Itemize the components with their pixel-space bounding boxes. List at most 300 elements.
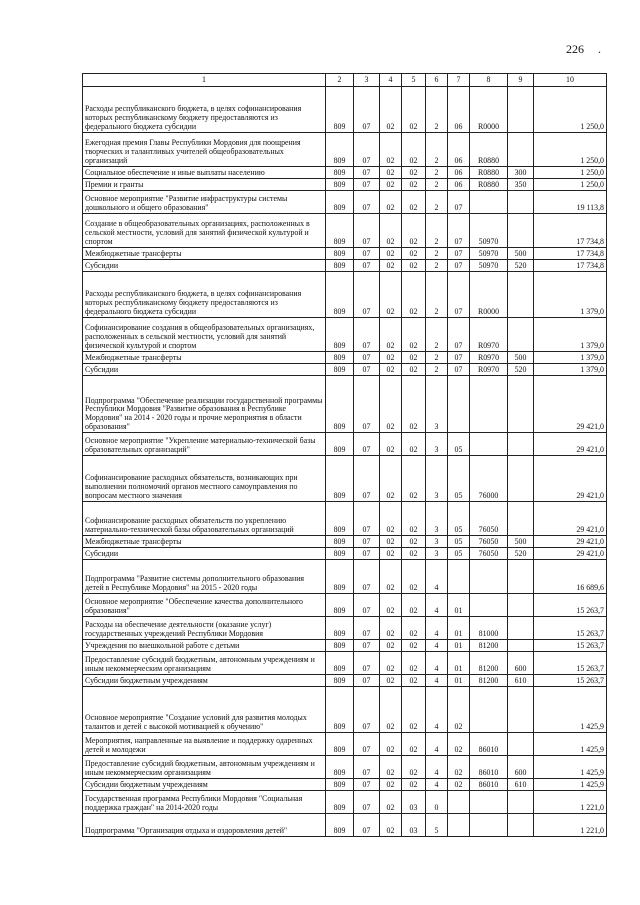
table-row xyxy=(83,272,607,318)
row-name: Предоставление субсидий бюджетным, автономным учреждениям и иным некоммерческим организациям xyxy=(83,756,326,779)
row-code: 07 xyxy=(354,594,380,617)
row-amount: 29 421,0 xyxy=(534,376,607,433)
row-code: 07 xyxy=(354,87,380,133)
row-code: 02 xyxy=(380,260,402,272)
page-number: 226 xyxy=(566,42,584,56)
table-body xyxy=(83,87,607,837)
row-code: 3 xyxy=(426,376,448,433)
row-code: 809 xyxy=(326,536,354,548)
row-code: 610 xyxy=(508,779,534,791)
row-code: R0880 xyxy=(470,133,508,167)
row-name: Субсидии бюджетным учреждениям xyxy=(83,779,326,791)
row-amount: 1 425,9 xyxy=(534,779,607,791)
row-code: 02 xyxy=(380,433,402,456)
table-row xyxy=(83,456,607,502)
row-code xyxy=(508,617,534,640)
row-code: 07 xyxy=(354,376,380,433)
row-code: 4 xyxy=(426,675,448,687)
row-code: 809 xyxy=(326,214,354,248)
row-code: 02 xyxy=(380,248,402,260)
row-code: 809 xyxy=(326,456,354,502)
row-code: 07 xyxy=(354,191,380,214)
row-code: 50970 xyxy=(470,260,508,272)
row-name: Мероприятия, направленные на выявление и поддержку одаренных детей и молодежи xyxy=(83,733,326,756)
table-row xyxy=(83,133,607,167)
row-code: 02 xyxy=(402,318,426,352)
row-code: 01 xyxy=(448,652,470,675)
row-code: 02 xyxy=(380,548,402,560)
row-code: 02 xyxy=(402,364,426,376)
row-code: 07 xyxy=(448,352,470,364)
row-code: 02 xyxy=(448,779,470,791)
row-code: 809 xyxy=(326,248,354,260)
table-row xyxy=(83,376,607,433)
row-name: Расходы республиканского бюджета, в целях софинансирования которых республиканскому бюджету предоставляются из федерального бюджета субсидии xyxy=(83,272,326,318)
row-amount: 29 421,0 xyxy=(534,502,607,536)
col-header: 3 xyxy=(354,74,380,87)
row-code: 2 xyxy=(426,214,448,248)
row-code: 809 xyxy=(326,594,354,617)
row-code: 809 xyxy=(326,814,354,837)
row-name: Софинансирование расходных обязательств по укреплению материально-технической базы образовательных организаций xyxy=(83,502,326,536)
table-row xyxy=(83,687,607,733)
table-row xyxy=(83,594,607,617)
row-code: 809 xyxy=(326,133,354,167)
row-code: 3 xyxy=(426,456,448,502)
row-code: 02 xyxy=(380,272,402,318)
row-code: 76000 xyxy=(470,456,508,502)
row-code: 4 xyxy=(426,756,448,779)
row-code: 02 xyxy=(380,675,402,687)
row-code: 3 xyxy=(426,536,448,548)
row-code: 2 xyxy=(426,167,448,179)
row-code: 07 xyxy=(354,179,380,191)
row-code xyxy=(508,272,534,318)
table-row xyxy=(83,260,607,272)
row-code xyxy=(508,687,534,733)
row-code: 81200 xyxy=(470,675,508,687)
row-code: 600 xyxy=(508,756,534,779)
row-code: 07 xyxy=(354,617,380,640)
row-code: 02 xyxy=(402,260,426,272)
row-code: 809 xyxy=(326,260,354,272)
row-code xyxy=(508,456,534,502)
row-code: 07 xyxy=(354,756,380,779)
row-code xyxy=(470,560,508,594)
row-name: Подпрограмма "Организация отдыха и оздоровления детей" xyxy=(83,814,326,837)
table-row xyxy=(83,640,607,652)
row-code: 02 xyxy=(380,133,402,167)
row-amount: 15 263,7 xyxy=(534,617,607,640)
row-code: 07 xyxy=(354,652,380,675)
row-code: 02 xyxy=(402,167,426,179)
row-code: 02 xyxy=(380,502,402,536)
row-code: 01 xyxy=(448,617,470,640)
col-header: 4 xyxy=(380,74,402,87)
row-code: 02 xyxy=(380,191,402,214)
row-code: 0 xyxy=(426,791,448,814)
budget-table xyxy=(82,73,607,837)
row-code: 4 xyxy=(426,733,448,756)
row-code: 520 xyxy=(508,364,534,376)
row-code xyxy=(508,318,534,352)
row-code xyxy=(508,191,534,214)
col-header: 8 xyxy=(470,74,508,87)
row-name: Расходы на обеспечение деятельности (оказание услуг) государственных учреждений Республики Мордовия xyxy=(83,617,326,640)
row-name: Подпрограмма "Развитие системы дополнительного образования детей в Республике Мордовия" на 2015 - 2020 годы xyxy=(83,560,326,594)
row-code: 07 xyxy=(354,791,380,814)
row-name: Подпрограмма "Обеспечение реализации государственной программы Республики Мордовия "Развитие образования в Республике Мордовия" на 2014 - 2020 годы и прочие мероприятия в области образования" xyxy=(83,376,326,433)
row-code: 86010 xyxy=(470,779,508,791)
row-code: 809 xyxy=(326,640,354,652)
row-code: 07 xyxy=(354,433,380,456)
row-code: 07 xyxy=(448,248,470,260)
col-header: 2 xyxy=(326,74,354,87)
row-code: 02 xyxy=(380,687,402,733)
row-code: 2 xyxy=(426,191,448,214)
row-name: Субсидии xyxy=(83,260,326,272)
row-code: 809 xyxy=(326,756,354,779)
table-row xyxy=(83,179,607,191)
row-code: R0880 xyxy=(470,167,508,179)
row-code: 02 xyxy=(402,133,426,167)
row-name: Субсидии xyxy=(83,364,326,376)
row-name: Государственная программа Республики Мордовия "Социальная поддержка граждан" на 2014-2020 годы xyxy=(83,791,326,814)
row-code: 06 xyxy=(448,87,470,133)
row-code xyxy=(470,814,508,837)
row-code: 81000 xyxy=(470,617,508,640)
col-header: 9 xyxy=(508,74,534,87)
row-code: 520 xyxy=(508,548,534,560)
row-code xyxy=(448,560,470,594)
row-amount: 15 263,7 xyxy=(534,675,607,687)
table-row xyxy=(83,779,607,791)
row-code: 02 xyxy=(380,179,402,191)
row-code: 07 xyxy=(448,318,470,352)
row-amount: 15 263,7 xyxy=(534,594,607,617)
row-code: 07 xyxy=(354,272,380,318)
row-amount: 1 250,0 xyxy=(534,87,607,133)
row-code: 02 xyxy=(402,675,426,687)
row-code: 809 xyxy=(326,318,354,352)
row-code: 2 xyxy=(426,364,448,376)
row-code xyxy=(470,791,508,814)
row-code: 06 xyxy=(448,179,470,191)
row-code: 02 xyxy=(380,560,402,594)
row-name: Учреждения по внешкольной работе с детьми xyxy=(83,640,326,652)
row-code xyxy=(448,791,470,814)
row-code: 02 xyxy=(380,376,402,433)
row-name: Основное мероприятие "Создание условий для развития молодых талантов и детей с высокой мотивацией к обучению" xyxy=(83,687,326,733)
table-row xyxy=(83,364,607,376)
row-amount: 17 734,8 xyxy=(534,260,607,272)
row-code: R0000 xyxy=(470,272,508,318)
row-amount: 29 421,0 xyxy=(534,536,607,548)
table-row xyxy=(83,791,607,814)
col-header: 7 xyxy=(448,74,470,87)
table-row xyxy=(83,756,607,779)
row-name: Основное мероприятие "Укрепление материально-технической базы образовательных организаций" xyxy=(83,433,326,456)
row-code: 01 xyxy=(448,675,470,687)
row-amount: 1 250,0 xyxy=(534,133,607,167)
row-code: 02 xyxy=(402,191,426,214)
row-code: 07 xyxy=(354,456,380,502)
row-amount: 1 250,0 xyxy=(534,179,607,191)
header-row xyxy=(83,74,607,87)
row-code: 86010 xyxy=(470,756,508,779)
row-code: 02 xyxy=(448,687,470,733)
row-code xyxy=(508,87,534,133)
row-amount: 17 734,8 xyxy=(534,248,607,260)
row-code xyxy=(508,814,534,837)
row-code: 03 xyxy=(402,814,426,837)
row-amount: 29 421,0 xyxy=(534,548,607,560)
row-code xyxy=(508,560,534,594)
row-code: 809 xyxy=(326,167,354,179)
row-code: 809 xyxy=(326,502,354,536)
table-row xyxy=(83,617,607,640)
row-code: 4 xyxy=(426,652,448,675)
row-code: 02 xyxy=(380,456,402,502)
row-amount: 1 379,0 xyxy=(534,318,607,352)
row-code: 4 xyxy=(426,687,448,733)
row-name: Субсидии xyxy=(83,548,326,560)
row-code: 02 xyxy=(380,814,402,837)
row-code: 01 xyxy=(448,640,470,652)
row-code: 07 xyxy=(354,214,380,248)
row-code: R0880 xyxy=(470,179,508,191)
row-code: 07 xyxy=(448,214,470,248)
row-code: 4 xyxy=(426,617,448,640)
row-code: 50970 xyxy=(470,214,508,248)
row-code: R0970 xyxy=(470,352,508,364)
row-amount: 16 689,6 xyxy=(534,560,607,594)
row-code: 07 xyxy=(354,779,380,791)
row-code: 5 xyxy=(426,814,448,837)
row-code: 02 xyxy=(402,560,426,594)
row-code: R0970 xyxy=(470,364,508,376)
row-code: 07 xyxy=(354,502,380,536)
row-code: 300 xyxy=(508,167,534,179)
row-code: 4 xyxy=(426,594,448,617)
row-name: Ежегодная премия Главы Республики Мордовия для поощрения творческих и талантливых учителей общеобразовательных организаций xyxy=(83,133,326,167)
row-amount: 1 425,9 xyxy=(534,733,607,756)
row-code: 76050 xyxy=(470,548,508,560)
row-code xyxy=(508,502,534,536)
row-code: 2 xyxy=(426,248,448,260)
row-code: 4 xyxy=(426,779,448,791)
row-code: 809 xyxy=(326,272,354,318)
row-amount: 1 379,0 xyxy=(534,352,607,364)
row-code: 07 xyxy=(354,167,380,179)
row-code: 02 xyxy=(380,779,402,791)
col-header: 5 xyxy=(402,74,426,87)
table-row xyxy=(83,167,607,179)
row-code: 05 xyxy=(448,536,470,548)
row-code: 809 xyxy=(326,191,354,214)
row-code: 02 xyxy=(402,352,426,364)
row-code xyxy=(508,640,534,652)
row-code xyxy=(508,733,534,756)
table-row xyxy=(83,433,607,456)
row-code: 02 xyxy=(402,756,426,779)
row-code: 3 xyxy=(426,433,448,456)
row-name: Основное мероприятие "Обеспечение качества дополнительного образования" xyxy=(83,594,326,617)
row-amount: 1 425,9 xyxy=(534,756,607,779)
row-code: 02 xyxy=(448,756,470,779)
col-header: 1 xyxy=(83,74,326,87)
row-name: Межбюджетные трансферты xyxy=(83,536,326,548)
row-code: 76050 xyxy=(470,536,508,548)
row-amount: 1 221,0 xyxy=(534,814,607,837)
row-amount: 15 263,7 xyxy=(534,652,607,675)
table-row xyxy=(83,318,607,352)
row-name: Создание в общеобразовательных организациях, расположенных в сельской местности, условий для занятий физической культурой и спортом xyxy=(83,214,326,248)
row-code: 02 xyxy=(380,214,402,248)
row-code: 07 xyxy=(354,814,380,837)
row-code: 2 xyxy=(426,133,448,167)
row-code: 809 xyxy=(326,376,354,433)
row-name: Софинансирование создания в общеобразовательных организациях, расположенных в сельской местности, условий для занятий физической культурой и спортом xyxy=(83,318,326,352)
row-code: 809 xyxy=(326,791,354,814)
row-code: 02 xyxy=(402,272,426,318)
row-code: 610 xyxy=(508,675,534,687)
row-code: 809 xyxy=(326,733,354,756)
row-name: Софинансирование расходных обязательств, возникающих при выполнении полномочий органов местного самоуправления по вопросам местного значения xyxy=(83,456,326,502)
row-code: 50970 xyxy=(470,248,508,260)
row-code: 07 xyxy=(354,260,380,272)
row-code: 520 xyxy=(508,260,534,272)
row-code: 4 xyxy=(426,640,448,652)
table-row xyxy=(83,814,607,837)
row-name: Премии и гранты xyxy=(83,179,326,191)
row-code xyxy=(508,594,534,617)
table-row xyxy=(83,733,607,756)
row-code: 07 xyxy=(448,191,470,214)
row-code: 809 xyxy=(326,675,354,687)
row-amount: 1 379,0 xyxy=(534,272,607,318)
row-code: 02 xyxy=(402,248,426,260)
row-code: 07 xyxy=(354,248,380,260)
row-code: 06 xyxy=(448,133,470,167)
table-row xyxy=(83,87,607,133)
row-code: 86010 xyxy=(470,733,508,756)
row-code: 809 xyxy=(326,179,354,191)
row-code: 02 xyxy=(402,536,426,548)
row-code: 02 xyxy=(402,687,426,733)
row-amount: 1 221,0 xyxy=(534,791,607,814)
table-row xyxy=(83,548,607,560)
row-code: 02 xyxy=(380,733,402,756)
row-code: 2 xyxy=(426,87,448,133)
row-amount: 19 113,8 xyxy=(534,191,607,214)
row-name: Предоставление субсидий бюджетным, автономным учреждениям и иным некоммерческим организациям xyxy=(83,652,326,675)
row-code: 809 xyxy=(326,352,354,364)
row-name: Субсидии бюджетным учреждениям xyxy=(83,675,326,687)
row-code: 05 xyxy=(448,502,470,536)
row-code: 02 xyxy=(402,433,426,456)
row-code: 02 xyxy=(380,167,402,179)
row-code: 02 xyxy=(380,594,402,617)
row-code: 02 xyxy=(380,756,402,779)
row-code: 4 xyxy=(426,560,448,594)
row-code: 02 xyxy=(380,536,402,548)
row-amount: 29 421,0 xyxy=(534,433,607,456)
row-code xyxy=(508,376,534,433)
page-mark: . xyxy=(598,42,601,56)
row-code: R0970 xyxy=(470,318,508,352)
row-code: 81200 xyxy=(470,652,508,675)
row-code: 02 xyxy=(448,733,470,756)
row-amount: 1 250,0 xyxy=(534,167,607,179)
row-code: 2 xyxy=(426,352,448,364)
row-amount: 15 263,7 xyxy=(534,640,607,652)
row-code: 07 xyxy=(448,260,470,272)
row-code: 02 xyxy=(380,791,402,814)
row-code: 07 xyxy=(354,640,380,652)
row-code: 05 xyxy=(448,456,470,502)
row-code xyxy=(508,433,534,456)
row-code xyxy=(470,191,508,214)
row-code: 02 xyxy=(402,652,426,675)
row-name: Межбюджетные трансферты xyxy=(83,352,326,364)
row-code: 05 xyxy=(448,433,470,456)
table-row xyxy=(83,214,607,248)
row-code: 02 xyxy=(380,352,402,364)
row-code: 02 xyxy=(402,87,426,133)
row-code: 02 xyxy=(402,640,426,652)
row-code: 02 xyxy=(402,548,426,560)
row-code: 809 xyxy=(326,687,354,733)
table-row xyxy=(83,191,607,214)
row-code: 07 xyxy=(448,364,470,376)
row-code: 02 xyxy=(380,318,402,352)
row-code: 3 xyxy=(426,548,448,560)
row-name: Расходы республиканского бюджета, в целях софинансирования которых республиканскому бюджету предоставляются из федерального бюджета субсидии xyxy=(83,87,326,133)
row-code: 07 xyxy=(354,133,380,167)
row-amount: 1 425,9 xyxy=(534,687,607,733)
row-code: R0000 xyxy=(470,87,508,133)
table-row xyxy=(83,536,607,548)
row-code: 02 xyxy=(402,456,426,502)
row-code: 76050 xyxy=(470,502,508,536)
row-amount: 1 379,0 xyxy=(534,364,607,376)
row-code: 500 xyxy=(508,536,534,548)
row-code: 02 xyxy=(402,179,426,191)
row-code: 809 xyxy=(326,560,354,594)
row-code: 600 xyxy=(508,652,534,675)
row-code: 2 xyxy=(426,272,448,318)
row-code: 809 xyxy=(326,548,354,560)
row-code: 07 xyxy=(354,548,380,560)
row-code: 809 xyxy=(326,652,354,675)
row-code: 02 xyxy=(402,779,426,791)
row-code: 07 xyxy=(354,352,380,364)
row-code: 01 xyxy=(448,594,470,617)
row-code: 07 xyxy=(354,733,380,756)
row-code xyxy=(470,594,508,617)
row-code: 02 xyxy=(380,617,402,640)
table-row xyxy=(83,502,607,536)
row-code: 2 xyxy=(426,260,448,272)
row-code: 02 xyxy=(380,87,402,133)
row-amount: 17 734,8 xyxy=(534,214,607,248)
row-code: 07 xyxy=(354,675,380,687)
table-row xyxy=(83,675,607,687)
row-code: 809 xyxy=(326,433,354,456)
row-code xyxy=(448,376,470,433)
row-code: 350 xyxy=(508,179,534,191)
